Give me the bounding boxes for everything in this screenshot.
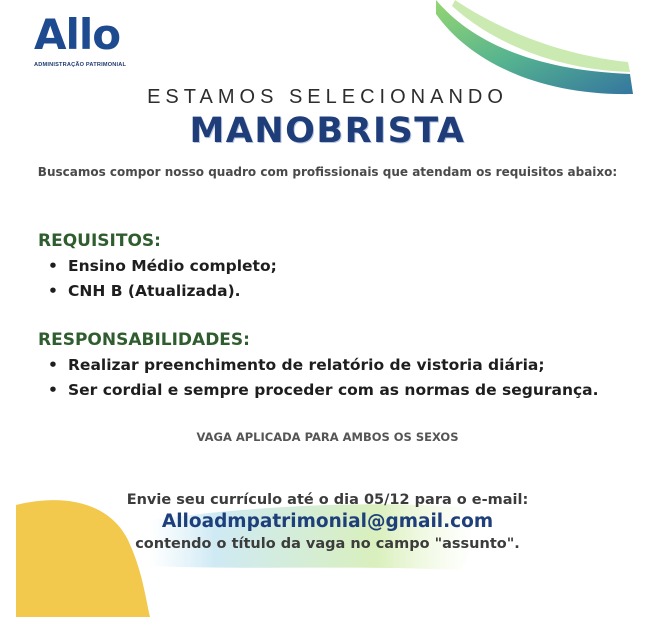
kicker-text: ESTAMOS SELECIONANDO bbox=[147, 86, 508, 108]
bullet-icon: • bbox=[48, 257, 58, 275]
responsibility-text: Realizar preenchimento de relatório de vistoria diária; bbox=[68, 356, 545, 374]
intro-text: Buscamos compor nosso quadro com profissionais que atendam os requisitos abaixo: bbox=[37, 165, 618, 179]
job-title: MANOBRISTA bbox=[189, 111, 466, 151]
apply-instruction: Envie seu currículo até o dia 05/12 para o e-mail: bbox=[126, 492, 529, 508]
email-link[interactable]: Alloadmpatrimonial@gmail.com bbox=[161, 511, 494, 532]
responsibilities-title: RESPONSABILIDADES: bbox=[38, 330, 250, 350]
apply-block bbox=[0, 490, 655, 554]
bullet-icon: • bbox=[48, 282, 58, 300]
requirements-title: REQUISITOS: bbox=[38, 231, 161, 251]
logo-subtitle: ADMINISTRAÇÃO PATRIMONIAL bbox=[34, 62, 127, 68]
requirement-text: CNH B (Atualizada). bbox=[68, 282, 241, 300]
brand-logo bbox=[34, 10, 138, 72]
bullet-icon: • bbox=[48, 356, 58, 374]
responsibilities-section bbox=[38, 330, 599, 403]
apply-subject-note: contendo o título da vaga no campo "assunto". bbox=[135, 536, 520, 552]
list-item bbox=[38, 353, 599, 378]
requirements-list bbox=[38, 254, 277, 304]
logo-wordmark: Allo bbox=[34, 10, 121, 59]
requirements-section bbox=[38, 231, 277, 304]
brush-swoosh-top-right bbox=[436, 0, 633, 94]
list-item bbox=[38, 254, 277, 279]
bullet-icon: • bbox=[48, 381, 58, 399]
list-item bbox=[38, 279, 277, 304]
note-text: VAGA APLICADA PARA AMBOS OS SEXOS bbox=[196, 430, 459, 444]
list-item bbox=[38, 378, 599, 403]
responsibility-text: Ser cordial e sempre proceder com as normas de segurança. bbox=[68, 381, 599, 399]
responsibilities-list bbox=[38, 353, 599, 403]
requirement-text: Ensino Médio completo; bbox=[68, 257, 277, 275]
